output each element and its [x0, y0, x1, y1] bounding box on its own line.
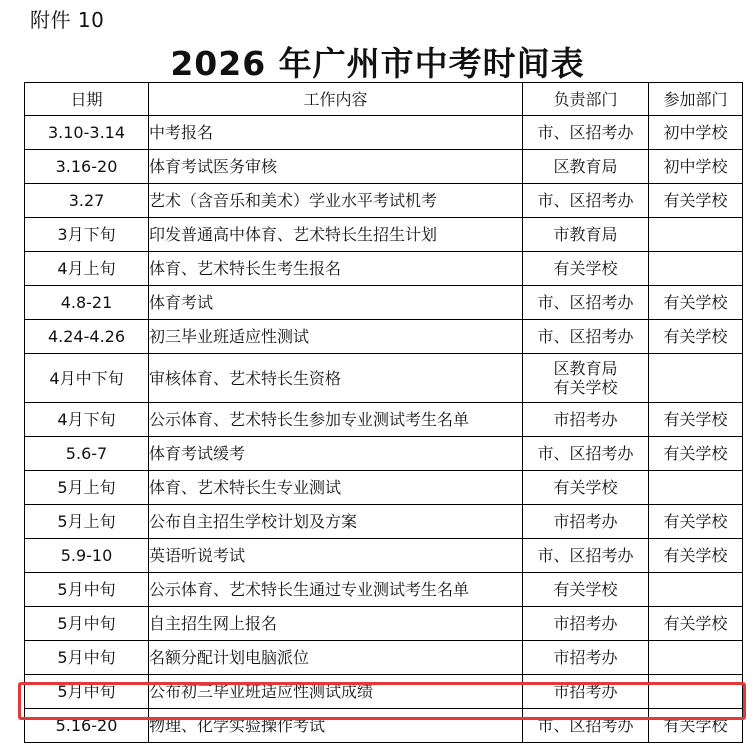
cell-participant [649, 218, 743, 252]
cell-participant: 有关学校 [649, 607, 743, 641]
header-participant: 参加部门 [649, 83, 743, 116]
cell-responsible [523, 218, 649, 252]
cell-participant [649, 573, 743, 607]
responsible-dept: 市招考办 [553, 648, 618, 667]
cell-responsible [523, 573, 649, 607]
responsible-dept: 市招考办 [553, 614, 618, 633]
cell-participant [649, 354, 743, 403]
cell-responsible [523, 286, 649, 320]
cell-date: 4.24-4.26 [25, 320, 149, 354]
responsible-dept: 市、区招考办 [537, 293, 634, 312]
cell-date: 4月上旬 [25, 252, 149, 286]
cell-task: 体育考试缓考 [149, 437, 523, 471]
cell-responsible [523, 607, 649, 641]
attachment-label: 附件 10 [30, 8, 105, 32]
cell-date: 5月中旬 [25, 573, 149, 607]
cell-participant: 有关学校 [649, 539, 743, 573]
table-row [25, 218, 743, 252]
cell-participant: 初中学校 [649, 150, 743, 184]
cell-date: 5月中旬 [25, 641, 149, 675]
cell-responsible [523, 675, 649, 709]
header-task: 工作内容 [149, 83, 523, 116]
responsible-dept: 区教育局 [553, 359, 618, 378]
cell-participant: 有关学校 [649, 437, 743, 471]
cell-task: 自主招生网上报名 [149, 607, 523, 641]
cell-responsible [523, 641, 649, 675]
table-row [25, 505, 743, 539]
cell-responsible [523, 354, 649, 403]
cell-responsible [523, 150, 649, 184]
responsible-dept: 市、区招考办 [537, 444, 634, 463]
table-row [25, 539, 743, 573]
cell-responsible [523, 505, 649, 539]
cell-date: 5月中旬 [25, 675, 149, 709]
cell-date: 3.27 [25, 184, 149, 218]
cell-participant [649, 641, 743, 675]
cell-task: 中考报名 [149, 116, 523, 150]
cell-date: 5.9-10 [25, 539, 149, 573]
cell-responsible [523, 252, 649, 286]
cell-participant [649, 471, 743, 505]
table-row [25, 252, 743, 286]
cell-responsible [523, 471, 649, 505]
table-row [25, 641, 743, 675]
cell-date: 5月上旬 [25, 471, 149, 505]
responsible-dept: 市教育局 [553, 225, 618, 244]
responsible-dept: 市招考办 [553, 410, 618, 429]
cell-date: 5.6-7 [25, 437, 149, 471]
table-row [25, 116, 743, 150]
cell-task: 体育、艺术特长生专业测试 [149, 471, 523, 505]
table-row [25, 403, 743, 437]
responsible-dept: 市、区招考办 [537, 191, 634, 210]
responsible-dept: 市、区招考办 [537, 546, 634, 565]
cell-participant: 有关学校 [649, 286, 743, 320]
table-header-row [25, 83, 743, 116]
responsible-dept: 有关学校 [553, 378, 618, 397]
responsible-dept: 市、区招考办 [537, 327, 634, 346]
cell-task: 物理、化学实验操作考试 [149, 709, 523, 743]
cell-date: 5月上旬 [25, 505, 149, 539]
cell-responsible [523, 116, 649, 150]
table-row [25, 573, 743, 607]
responsible-dept: 市招考办 [553, 682, 618, 701]
table-row [25, 437, 743, 471]
cell-responsible [523, 539, 649, 573]
cell-date: 3.16-20 [25, 150, 149, 184]
table-row [25, 709, 743, 743]
cell-task: 名额分配计划电脑派位 [149, 641, 523, 675]
responsible-dept: 有关学校 [553, 478, 618, 497]
cell-task: 初三毕业班适应性测试 [149, 320, 523, 354]
cell-date: 5.16-20 [25, 709, 149, 743]
cell-task: 英语听说考试 [149, 539, 523, 573]
cell-participant: 有关学校 [649, 320, 743, 354]
header-responsible: 负责部门 [523, 83, 649, 116]
responsible-dept: 有关学校 [553, 259, 618, 278]
cell-participant: 初中学校 [649, 116, 743, 150]
cell-responsible [523, 403, 649, 437]
cell-task: 艺术（含音乐和美术）学业水平考试机考 [149, 184, 523, 218]
responsible-dept: 市招考办 [553, 512, 618, 531]
cell-responsible [523, 437, 649, 471]
header-date: 日期 [25, 83, 149, 116]
cell-date: 5月中旬 [25, 607, 149, 641]
cell-task: 体育、艺术特长生考生报名 [149, 252, 523, 286]
cell-task: 公布自主招生学校计划及方案 [149, 505, 523, 539]
cell-responsible [523, 184, 649, 218]
cell-date: 4月中下旬 [25, 354, 149, 403]
table-body [25, 116, 743, 743]
cell-task: 公示体育、艺术特长生参加专业测试考生名单 [149, 403, 523, 437]
table-row [25, 286, 743, 320]
cell-task: 审核体育、艺术特长生资格 [149, 354, 523, 403]
table-row [25, 471, 743, 505]
cell-date: 3.10-3.14 [25, 116, 149, 150]
cell-task: 公示体育、艺术特长生通过专业测试考生名单 [149, 573, 523, 607]
cell-participant [649, 252, 743, 286]
cell-date: 4.8-21 [25, 286, 149, 320]
cell-participant: 有关学校 [649, 184, 743, 218]
page-title: 2026 年广州市中考时间表 [170, 44, 585, 83]
cell-date: 3月下旬 [25, 218, 149, 252]
responsible-dept: 有关学校 [553, 580, 618, 599]
table-row [25, 150, 743, 184]
cell-task: 公布初三毕业班适应性测试成绩 [149, 675, 523, 709]
cell-responsible [523, 709, 649, 743]
cell-responsible [523, 320, 649, 354]
cell-participant [649, 675, 743, 709]
schedule-table [24, 82, 743, 743]
responsible-dept: 区教育局 [553, 157, 618, 176]
table-row [25, 354, 743, 403]
cell-participant: 有关学校 [649, 709, 743, 743]
cell-task: 体育考试医务审核 [149, 150, 523, 184]
cell-participant: 有关学校 [649, 403, 743, 437]
cell-participant: 有关学校 [649, 505, 743, 539]
table-row [25, 184, 743, 218]
responsible-dept: 市、区招考办 [537, 716, 634, 735]
responsible-dept: 市、区招考办 [537, 123, 634, 142]
table-row [25, 320, 743, 354]
cell-task: 印发普通高中体育、艺术特长生招生计划 [149, 218, 523, 252]
cell-date: 4月下旬 [25, 403, 149, 437]
cell-task: 体育考试 [149, 286, 523, 320]
table-row [25, 675, 743, 709]
table-row [25, 607, 743, 641]
